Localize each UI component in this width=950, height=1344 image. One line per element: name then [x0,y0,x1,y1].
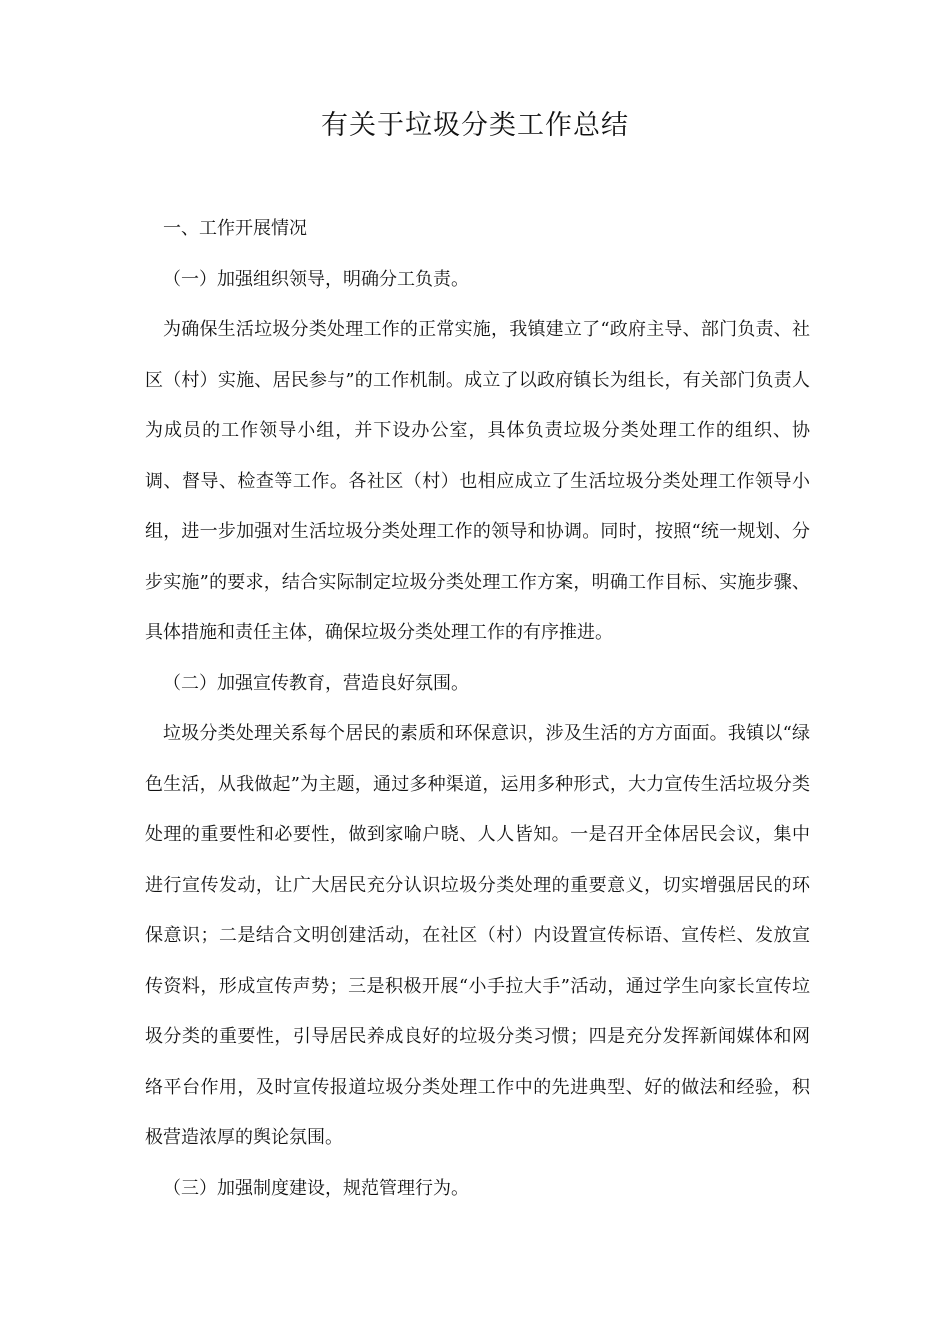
document-body [145,204,810,1214]
section-heading: 一、工作开展情况 [163,218,307,239]
paragraph-2: 垃圾分类处理关系每个居民的素质和环保意识，涉及生活的方方面面。我镇以“绿色生活，从我做起”为主题，通过多种渠道，运用多种形式，大力宣传生活垃圾分类处理的重要性和必要性，做到家喻户晓、人人皆知。一是召开全体居民会议，集中进行宣传发动，让广大居民充分认识垃圾分类处理的重要意义，切实增强居民的环保意识；二是结合文明创建活动，在社区（村）内设置宣传标语、宣传栏、发放宣传资料，形成宣传声势；三是积极开展“小手拉大手”活动，通过学生向家长宣传垃圾分类的重要性，引导居民养成良好的垃圾分类习惯；四是充分发挥新闻媒体和网络平台作用，及时宣传报道垃圾分类处理工作中的先进典型、好的做法和经验，积极营造浓厚的舆论氛围。 [145,723,810,1148]
subsection-heading-3: （三）加强制度建设，规范管理行为。 [163,1177,469,1199]
document-title: 有关于垃圾分类工作总结 [321,110,629,141]
subsection-heading-1: （一）加强组织领导，明确分工负责。 [163,268,469,290]
paragraph-1: 为确保生活垃圾分类处理工作的正常实施，我镇建立了“政府主导、部门负责、社区（村）实施、居民参与”的工作机制。成立了以政府镇长为组长，有关部门负责人为成员的工作领导小组，并下设办公室，具体负责垃圾分类处理工作的组织、协调、督导、检查等工作。各社区（村）也相应成立了生活垃圾分类处理工作领导小组，进一步加强对生活垃圾分类处理工作的领导和协调。同时，按照“统一规划、分步实施”的要求，结合实际制定垃圾分类处理工作方案，明确工作目标、实施步骤、具体措施和责任主体，确保垃圾分类处理工作的有序推进。 [145,319,810,643]
subsection-heading-2: （二）加强宣传教育，营造良好氛围。 [163,672,469,694]
